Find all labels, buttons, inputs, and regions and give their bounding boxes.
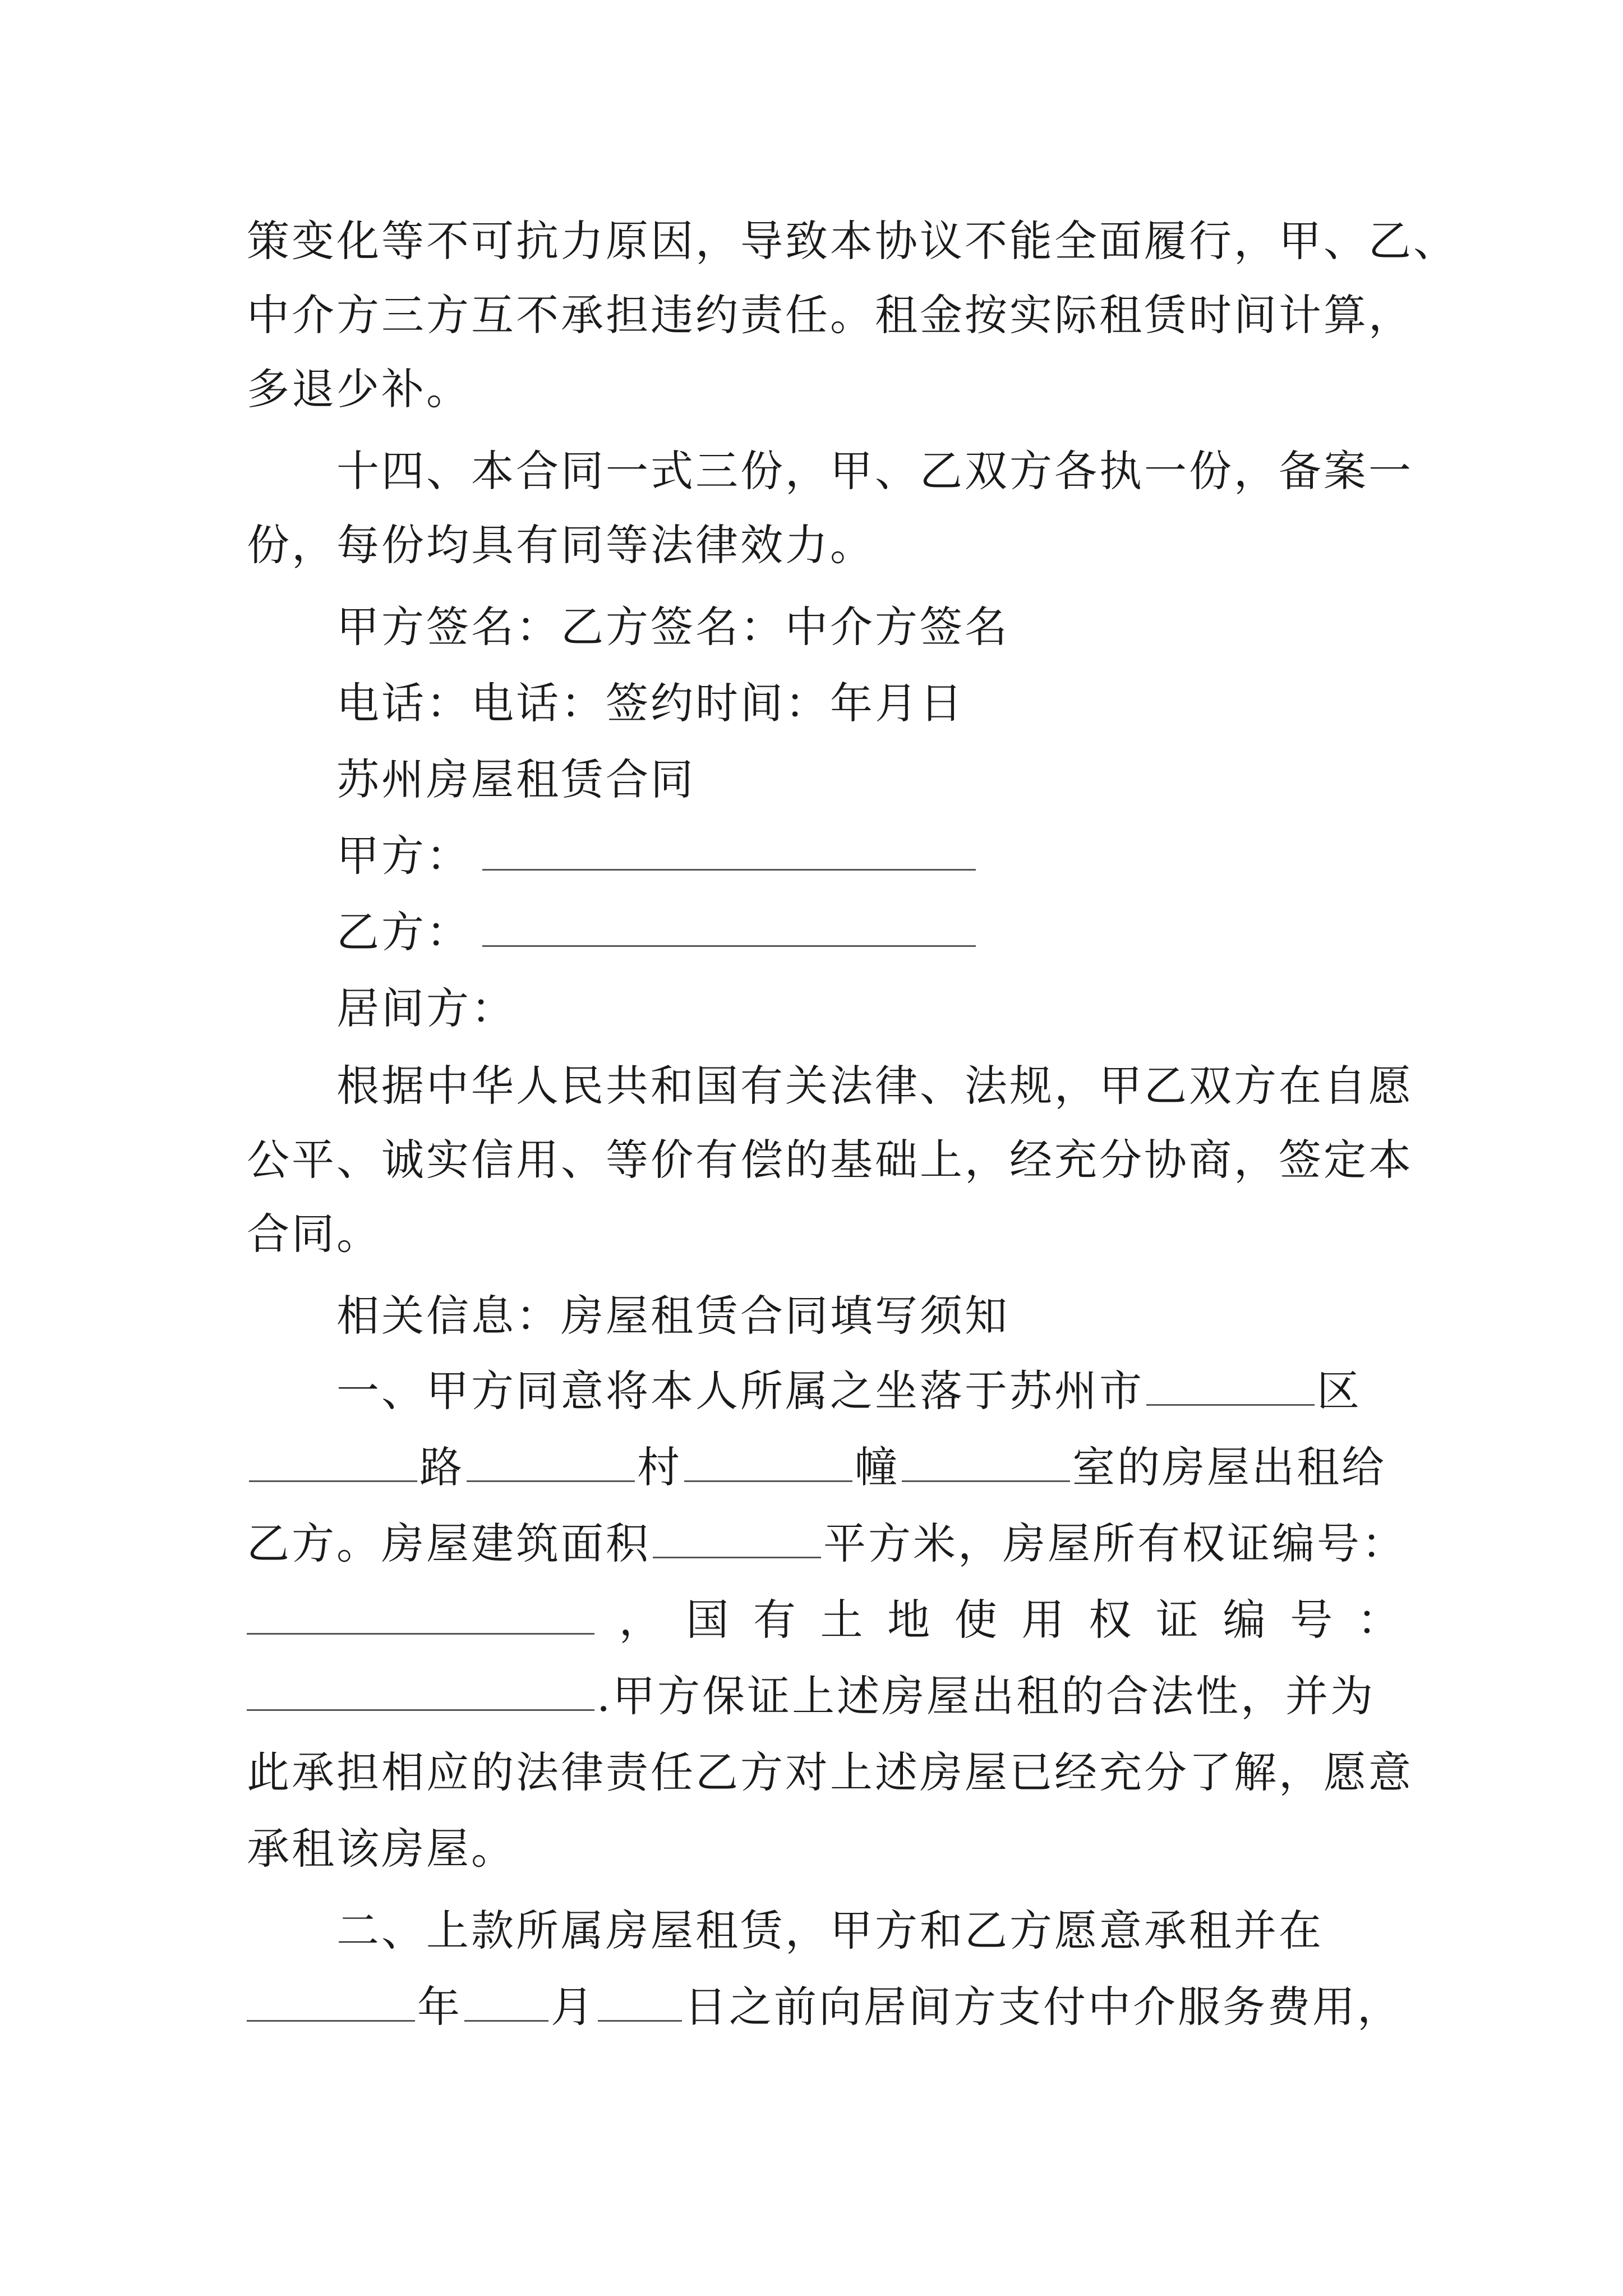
clause-text: 区	[1317, 1366, 1362, 1416]
clause-char: 用	[1021, 1595, 1067, 1645]
clause-char: 使	[954, 1595, 999, 1645]
clause-char: 证	[1155, 1595, 1201, 1645]
clause-text: 年	[417, 1982, 462, 2032]
clause-char: 号	[1290, 1595, 1335, 1645]
building-blank[interactable]	[684, 1447, 852, 1482]
clause-1-line-2	[247, 1439, 1402, 1496]
area-blank[interactable]	[653, 1523, 821, 1558]
party-b-row	[336, 904, 1402, 960]
party-a-blank[interactable]	[482, 835, 976, 871]
intro-line: 合同。	[247, 1209, 381, 1259]
related-info: 相关信息：房屋租赁合同填写须知	[336, 1291, 1009, 1341]
clause-char: 国	[686, 1595, 731, 1645]
party-b-blank[interactable]	[482, 912, 976, 947]
clause-char: 编	[1223, 1595, 1268, 1645]
contract-title: 苏州房屋租赁合同	[336, 754, 695, 804]
clause-text: .甲方保证上述房屋出租的合法性，并为	[597, 1671, 1376, 1721]
clause-char: ，	[619, 1595, 664, 1645]
clause-text: 月	[551, 1982, 596, 2032]
property-cert-blank[interactable]	[247, 1599, 594, 1635]
party-a-label: 甲方：	[336, 831, 471, 881]
text-line: 多退少补。	[247, 364, 471, 414]
village-blank[interactable]	[467, 1447, 635, 1482]
clause-text: 日之前向居间方支付中介服务费用，	[684, 1982, 1402, 2032]
clause-char: 权	[1089, 1595, 1134, 1645]
month-blank[interactable]	[464, 1986, 548, 2022]
clause-2-line-2	[247, 1979, 1402, 2035]
signature-line: 甲方签名：乙方签名：中介方签名	[336, 602, 1009, 652]
clause-text: 一、甲方同意将本人所属之坐落于苏州市	[336, 1366, 1144, 1416]
text-line: 份，每份均具有同等法律效力。	[247, 520, 875, 570]
clause-14-line: 十四、本合同一式三份，甲、乙双方各执一份，备案一	[336, 446, 1413, 496]
clause-1-line-1	[336, 1363, 1402, 1419]
clause-text: 路	[419, 1442, 464, 1492]
party-a-row	[336, 828, 1402, 884]
text-line: 策变化等不可抗力原因，导致本协议不能全面履行，甲、乙、	[247, 216, 1458, 266]
intro-line: 公平、诚实信用、等价有偿的基础上，经充分协商，签定本	[247, 1135, 1413, 1185]
clause-char: 土	[820, 1595, 865, 1645]
clause-1-line-6: 此承担相应的法律责任乙方对上述房屋已经充分了解，愿意	[247, 1747, 1413, 1797]
clause-1-line-7: 承租该房屋。	[247, 1824, 516, 1874]
intermediary-label: 居间方：	[336, 983, 516, 1033]
clause-char: 有	[753, 1595, 798, 1645]
clause-text: 村	[637, 1442, 682, 1492]
clause-char: ：	[1357, 1595, 1402, 1645]
text-line: 中介方三方互不承担违约责任。租金按实际租赁时间计算，	[247, 290, 1413, 340]
land-cert-blank[interactable]	[247, 1676, 594, 1711]
day-blank[interactable]	[598, 1986, 682, 2022]
clause-1-line-4	[247, 1592, 1402, 1648]
clause-1-line-3	[247, 1516, 1407, 1572]
clause-2-line-1: 二、上款所属房屋租赁，甲方和乙方愿意承租并在	[336, 1906, 1324, 1955]
year-blank[interactable]	[247, 1986, 415, 2022]
party-b-label: 乙方：	[336, 907, 471, 957]
clause-text: 室的房屋出租给	[1072, 1442, 1386, 1492]
road-blank[interactable]	[249, 1447, 417, 1482]
clause-char: 地	[887, 1595, 933, 1645]
phone-date-line: 电话：电话：签约时间：年月日	[336, 678, 965, 728]
clause-text: 幢	[855, 1442, 900, 1492]
clause-text: 乙方。房屋建筑面积	[247, 1519, 651, 1568]
intro-line: 根据中华人民共和国有关法律、法规，甲乙双方在自愿	[336, 1061, 1413, 1111]
room-blank[interactable]	[902, 1447, 1070, 1482]
clause-text: 平方米，房屋所有权证编号：	[823, 1519, 1407, 1568]
clause-1-line-5	[247, 1668, 1402, 1724]
district-blank[interactable]	[1146, 1370, 1315, 1406]
